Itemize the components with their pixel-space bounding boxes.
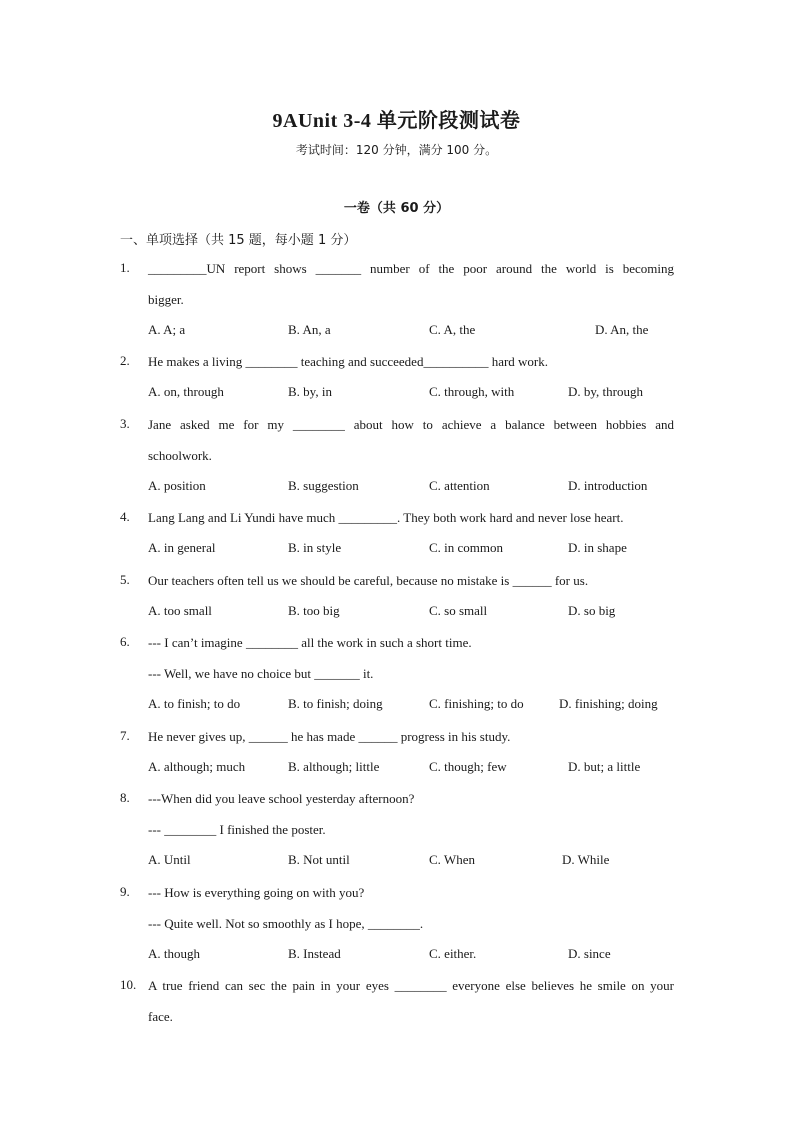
option-c: C. finishing; to do <box>429 696 524 711</box>
volume-heading: 一卷（共 60 分） <box>343 201 450 216</box>
option-b: B. too big <box>288 603 340 618</box>
option-b: B. Instead <box>288 946 341 961</box>
option-a: A. on, through <box>148 384 224 399</box>
question-number: 1. <box>120 260 130 275</box>
option-a: A. position <box>148 478 206 493</box>
option-a: A. too small <box>148 603 212 618</box>
option-d: D. by, through <box>568 384 643 399</box>
question-number: 8. <box>120 790 130 805</box>
option-c: C. attention <box>429 478 490 493</box>
option-c: C. through, with <box>429 384 515 399</box>
exam-time-note: 考试时间：120 分钟，满分 100 分。 <box>295 143 498 157</box>
question-text: --- I can’t imagine ________ all the work in such a short time. <box>148 635 472 650</box>
option-b: B. An, a <box>288 322 331 337</box>
option-b: B. by, in <box>288 384 332 399</box>
option-a: A. A; a <box>148 322 186 337</box>
option-d: D. finishing; doing <box>559 696 658 711</box>
option-a: A. although; much <box>148 759 246 774</box>
question-text: He makes a living ________ teaching and succeeded__________ hard work. <box>148 354 549 369</box>
section-heading: 一、单项选择（共 15 题，每小题 1 分） <box>120 233 357 248</box>
question-text: --- How is everything going on with you? <box>148 885 365 900</box>
option-b: B. to finish; doing <box>288 696 383 711</box>
question-text: --- Quite well. Not so smoothly as I hope, ________. <box>148 916 424 931</box>
option-a: A. in general <box>148 540 216 555</box>
option-d: D. but; a little <box>568 759 641 774</box>
option-b: B. although; little <box>288 759 380 774</box>
question-text: schoolwork. <box>148 448 212 463</box>
question-number: 5. <box>120 572 130 587</box>
question-text: Jane asked me for my ________ about how to achieve a balance between hobbies and <box>148 417 674 432</box>
question-number: 6. <box>120 634 130 649</box>
question-text: --- ________ I finished the poster. <box>148 822 326 837</box>
option-a: A. though <box>148 946 200 961</box>
question-number: 2. <box>120 353 130 368</box>
option-b: B. suggestion <box>288 478 359 493</box>
option-d: D. in shape <box>568 540 627 555</box>
page-title: 9AUnit 3-4 单元阶段测试卷 <box>272 110 521 132</box>
option-d: D. introduction <box>568 478 648 493</box>
option-c: C. When <box>429 852 475 867</box>
question-text: He never gives up, ______ he has made ______ progress in his study. <box>148 729 511 744</box>
option-c: C. so small <box>429 603 488 618</box>
question-number: 3. <box>120 416 130 431</box>
question-text: _________UN report shows _______ number of the poor around the world is becoming <box>148 261 674 276</box>
question-number: 4. <box>120 509 130 524</box>
question-text: A true friend can sec the pain in your eyes ________ everyone else believes he smile on your <box>148 978 674 993</box>
question-text: Our teachers often tell us we should be careful, because no mistake is ______ for us. <box>148 573 589 588</box>
option-d: D. While <box>562 852 610 867</box>
option-b: B. Not until <box>288 852 350 867</box>
question-text: --- Well, we have no choice but _______ it. <box>148 666 374 681</box>
question-number: 10. <box>120 977 137 992</box>
option-c: C. A, the <box>429 322 476 337</box>
question-number: 7. <box>120 728 130 743</box>
option-d: D. An, the <box>595 322 649 337</box>
option-a: A. to finish; to do <box>148 696 241 711</box>
option-c: C. either. <box>429 946 477 961</box>
option-c: C. in common <box>429 540 504 555</box>
question-text: bigger. <box>148 292 184 307</box>
option-d: D. so big <box>568 603 616 618</box>
option-a: A. Until <box>148 852 191 867</box>
question-number: 9. <box>120 884 130 899</box>
question-text: face. <box>148 1009 173 1024</box>
question-text: ---When did you leave school yesterday afternoon? <box>148 791 415 806</box>
option-c: C. though; few <box>429 759 507 774</box>
option-d: D. since <box>568 946 611 961</box>
question-text: Lang Lang and Li Yundi have much _________. They both work hard and never lose heart. <box>148 510 624 525</box>
option-b: B. in style <box>288 540 342 555</box>
